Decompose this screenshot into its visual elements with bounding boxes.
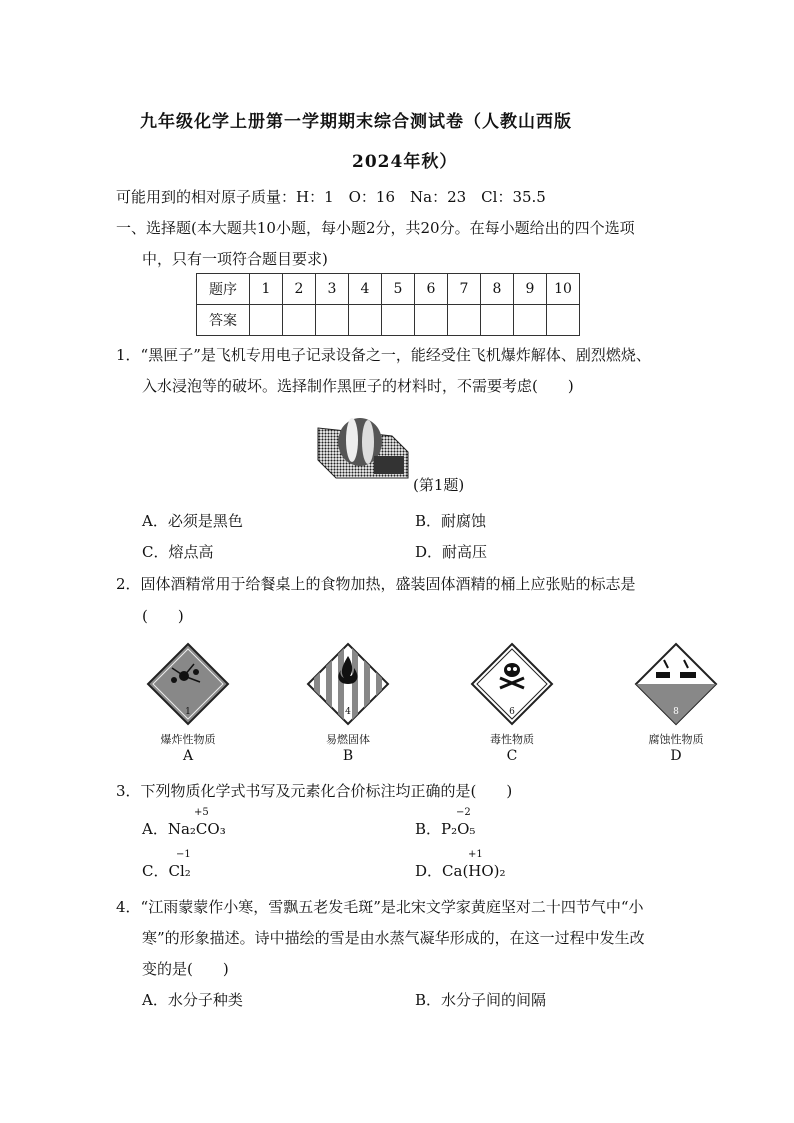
q1-line2: 入水浸泡等的破坏。选择制作黑匣子的材料时，不需要考虑( ) (142, 377, 574, 395)
table-number-cell: 10 (547, 274, 580, 305)
valence-mark: −2 (456, 807, 471, 818)
q1-option-c: C．熔点高 (142, 543, 214, 561)
explosive-symbol-icon (146, 642, 230, 726)
table-header-number: 题序 (197, 274, 250, 305)
q2-line1: 2．固体酒精常用于给餐桌上的食物加热，盛装固体酒精的桶上应张贴的标志是 (116, 575, 636, 593)
answer-table (196, 273, 580, 336)
section1-line1: 一、选择题(本大题共10小题，每小题2分，共20分。在每小题给出的四个选项 (116, 219, 635, 237)
q1-caption: (第1题) (413, 476, 465, 494)
answer-cell[interactable] (250, 305, 283, 336)
toxic-symbol-icon (470, 642, 554, 726)
valence-mark: +5 (194, 807, 209, 818)
table-number-cell: 7 (448, 274, 481, 305)
table-number-cell: 3 (316, 274, 349, 305)
answer-cell[interactable] (481, 305, 514, 336)
q1-line1: 1．“黑匣子”是飞机专用电子记录设备之一，能经受住飞机爆炸解体、剧烈燃烧、 (116, 346, 651, 364)
symbol-letter-b: B (342, 748, 354, 764)
valence-mark: +1 (468, 849, 483, 860)
symbol-label-a: 爆炸性物质 (160, 733, 216, 746)
svg-text:4: 4 (345, 707, 351, 717)
table-number-cell: 2 (283, 274, 316, 305)
q3-option-a (142, 818, 226, 839)
atomic-masses: 可能用到的相对原子质量：H：1 O：16 Na：23 Cl：35.5 (116, 188, 546, 206)
black-box-image (312, 408, 412, 490)
formula: Ca(HO)₂ (442, 862, 506, 880)
formula: Na₂CO₃ (167, 820, 226, 838)
section1-line2: 中，只有一项符合题目要求) (142, 250, 328, 268)
q4-line1: 4．“江雨蒙蒙作小寒，雪飘五老发毛斑”是北宋文学家黄庭坚对二十四节气中“小 (116, 898, 644, 916)
valence-mark: −1 (176, 849, 191, 860)
option-prefix: C． (142, 862, 169, 880)
table-number-cell: 9 (514, 274, 547, 305)
symbol-label-d: 腐蚀性物质 (648, 733, 704, 746)
option-prefix: D． (415, 862, 443, 880)
q3-option-d (415, 860, 506, 881)
q4-line3: 变的是( ) (142, 960, 229, 978)
symbol-label-b: 易燃固体 (326, 733, 370, 746)
option-prefix: B． (415, 820, 442, 838)
q3-option-b (415, 818, 475, 839)
answer-cell[interactable] (547, 305, 580, 336)
q4-option-b: B．水分子间的间隔 (415, 991, 547, 1009)
q1-option-a: A．必须是黑色 (142, 512, 243, 530)
symbol-letter-d: D (670, 748, 682, 764)
table-number-cell: 1 (250, 274, 283, 305)
title-line2: 2024年秋） (352, 152, 458, 172)
symbol-letter-a: A (182, 748, 194, 764)
symbol-label-c: 毒性物质 (490, 733, 534, 746)
table-number-cell: 5 (382, 274, 415, 305)
answer-cell[interactable] (349, 305, 382, 336)
q3-option-c (142, 860, 191, 881)
answer-cell[interactable] (316, 305, 349, 336)
q4-option-a: A．水分子种类 (142, 991, 243, 1009)
formula: Cl₂ (168, 862, 191, 880)
svg-text:8: 8 (673, 707, 679, 717)
q3-line1: 3．下列物质化学式书写及元素化合价标注均正确的是( ) (116, 782, 513, 800)
title-line1: 九年级化学上册第一学期期末综合测试卷（人教山西版 (140, 112, 572, 132)
option-prefix: A． (142, 820, 168, 838)
svg-text:6: 6 (509, 707, 515, 717)
symbol-number: 1 (185, 707, 191, 717)
table-header-answer: 答案 (197, 305, 250, 336)
corrosive-symbol-icon (634, 642, 718, 726)
q1-option-d: D．耐高压 (415, 543, 488, 561)
answer-cell[interactable] (514, 305, 547, 336)
formula: P₂O₅ (441, 820, 476, 838)
table-number-cell: 6 (415, 274, 448, 305)
answer-cell[interactable] (382, 305, 415, 336)
q2-line2: ( ) (142, 607, 184, 625)
q1-option-b: B．耐腐蚀 (415, 512, 487, 530)
answer-cell[interactable] (448, 305, 481, 336)
table-number-cell: 4 (349, 274, 382, 305)
table-number-cell: 8 (481, 274, 514, 305)
answer-cell[interactable] (283, 305, 316, 336)
answer-cell[interactable] (415, 305, 448, 336)
q4-line2: 寒”的形象描述。诗中描绘的雪是由水蒸气凝华形成的，在这一过程中发生改 (142, 929, 645, 947)
symbol-letter-c: C (506, 748, 518, 764)
flammable-solid-icon (306, 642, 390, 726)
